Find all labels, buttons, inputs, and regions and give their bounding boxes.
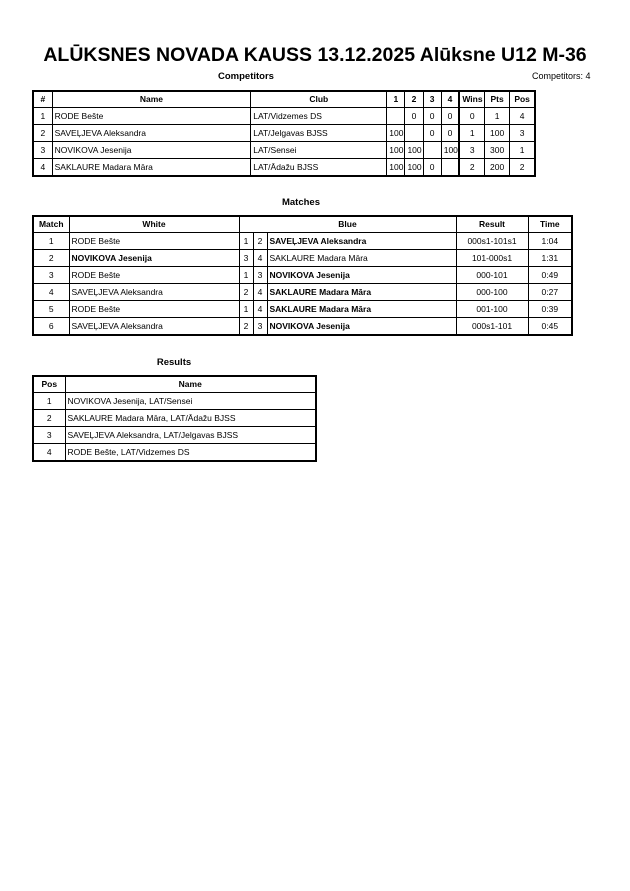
- competitor-number: 1: [33, 108, 52, 125]
- blue-competitor: SAVEĻJEVA Aleksandra: [267, 233, 456, 250]
- column-header: 3: [423, 91, 441, 108]
- position-cell: 2: [510, 159, 535, 177]
- table-row: [33, 427, 316, 444]
- table-row: [33, 142, 535, 159]
- blue-id: 4: [253, 301, 267, 318]
- score-cell: 100: [387, 142, 405, 159]
- competitor-number: 2: [33, 125, 52, 142]
- position-cell: 3: [510, 125, 535, 142]
- column-header: 1: [387, 91, 405, 108]
- matches-header-row: [33, 216, 572, 233]
- results-header-row: [33, 376, 316, 393]
- match-number: 3: [33, 267, 69, 284]
- column-header: Match: [33, 216, 69, 233]
- score-cell: 100: [441, 142, 459, 159]
- score-cell: 0: [405, 108, 423, 125]
- match-result: 101-000s1: [456, 250, 528, 267]
- white-id: 2: [239, 318, 253, 336]
- table-row: [33, 393, 316, 410]
- result-position: 1: [33, 393, 65, 410]
- competitor-club: LAT/Ādažu BJSS: [251, 159, 387, 177]
- white-competitor: NOVIKOVA Jesenija: [69, 250, 239, 267]
- column-header: Pos: [33, 376, 65, 393]
- score-cell: 0: [423, 108, 441, 125]
- competitors-header-row: [33, 91, 535, 108]
- table-row: [33, 233, 572, 250]
- competitor-name: SAVEĻJEVA Aleksandra: [52, 125, 251, 142]
- white-competitor: SAVEĻJEVA Aleksandra: [69, 284, 239, 301]
- points-cell: 1: [485, 108, 510, 125]
- score-cell: 0: [423, 159, 441, 177]
- result-name: SAVEĻJEVA Aleksandra, LAT/Jelgavas BJSS: [65, 427, 316, 444]
- points-cell: 100: [485, 125, 510, 142]
- column-header: Club: [251, 91, 387, 108]
- blue-competitor: NOVIKOVA Jesenija: [267, 318, 456, 336]
- matches-table: [32, 215, 573, 336]
- white-id: 2: [239, 284, 253, 301]
- column-header: Pos: [510, 91, 535, 108]
- competitor-name: RODE Bešte: [52, 108, 251, 125]
- wins-cell: 3: [459, 142, 484, 159]
- column-header: Name: [65, 376, 316, 393]
- match-time: 0:45: [528, 318, 572, 336]
- blue-id: 3: [253, 267, 267, 284]
- page-title: ALŪKSNES NOVADA KAUSS 13.12.2025 Alūksne U12 M-36: [43, 44, 587, 66]
- blue-competitor: SAKLAURE Madara Māra: [267, 284, 456, 301]
- match-time: 0:49: [528, 267, 572, 284]
- match-number: 1: [33, 233, 69, 250]
- table-row: [33, 410, 316, 427]
- wins-cell: 1: [459, 125, 484, 142]
- white-id: 1: [239, 301, 253, 318]
- white-competitor: RODE Bešte: [69, 233, 239, 250]
- points-cell: 200: [485, 159, 510, 177]
- matches-section-title: Matches: [281, 197, 320, 208]
- blue-competitor: SAKLAURE Madara Māra: [267, 250, 456, 267]
- table-row: [33, 125, 535, 142]
- column-header: 4: [441, 91, 459, 108]
- blue-id: 2: [253, 233, 267, 250]
- competitor-number: 4: [33, 159, 52, 177]
- column-header: Result: [456, 216, 528, 233]
- result-name: RODE Bešte, LAT/Vidzemes DS: [65, 444, 316, 462]
- score-cell: [387, 108, 405, 125]
- white-competitor: RODE Bešte: [69, 301, 239, 318]
- match-time: 0:27: [528, 284, 572, 301]
- position-cell: 4: [510, 108, 535, 125]
- white-competitor: SAVEĻJEVA Aleksandra: [69, 318, 239, 336]
- column-header: 2: [405, 91, 423, 108]
- table-row: [33, 318, 572, 336]
- competitor-club: LAT/Jelgavas BJSS: [251, 125, 387, 142]
- table-row: [33, 301, 572, 318]
- competitor-name: NOVIKOVA Jesenija: [52, 142, 251, 159]
- white-id: 3: [239, 250, 253, 267]
- match-number: 2: [33, 250, 69, 267]
- table-row: [33, 267, 572, 284]
- table-row: [33, 284, 572, 301]
- match-time: 1:31: [528, 250, 572, 267]
- score-cell: 100: [387, 159, 405, 177]
- column-header: Pts: [485, 91, 510, 108]
- competitor-name: SAKLAURE Madara Māra: [52, 159, 251, 177]
- score-cell: 100: [405, 159, 423, 177]
- competitor-club: LAT/Vidzemes DS: [251, 108, 387, 125]
- column-header: White: [69, 216, 239, 233]
- column-header: #: [33, 91, 52, 108]
- table-row: [33, 159, 535, 177]
- blue-competitor: SAKLAURE Madara Māra: [267, 301, 456, 318]
- points-cell: 300: [485, 142, 510, 159]
- results-section-title: Results: [156, 357, 192, 368]
- wins-cell: 0: [459, 108, 484, 125]
- white-id: 1: [239, 233, 253, 250]
- score-cell: 0: [423, 125, 441, 142]
- score-cell: 100: [387, 125, 405, 142]
- score-cell: 100: [405, 142, 423, 159]
- results-table: [32, 375, 317, 462]
- match-number: 5: [33, 301, 69, 318]
- blue-id: 4: [253, 250, 267, 267]
- blue-competitor: NOVIKOVA Jesenija: [267, 267, 456, 284]
- match-number: 6: [33, 318, 69, 336]
- score-cell: 0: [441, 125, 459, 142]
- result-position: 3: [33, 427, 65, 444]
- blue-id: 4: [253, 284, 267, 301]
- table-row: [33, 444, 316, 462]
- competitor-club: LAT/Sensei: [251, 142, 387, 159]
- blue-id: 3: [253, 318, 267, 336]
- score-cell: 0: [441, 108, 459, 125]
- result-position: 2: [33, 410, 65, 427]
- match-number: 4: [33, 284, 69, 301]
- white-competitor: RODE Bešte: [69, 267, 239, 284]
- score-cell: [423, 142, 441, 159]
- result-name: NOVIKOVA Jesenija, LAT/Sensei: [65, 393, 316, 410]
- match-result: 000s1-101: [456, 318, 528, 336]
- column-header: Time: [528, 216, 572, 233]
- column-header: Blue: [239, 216, 456, 233]
- table-row: [33, 108, 535, 125]
- score-cell: [441, 159, 459, 177]
- column-header: Wins: [459, 91, 484, 108]
- table-row: [33, 250, 572, 267]
- competitors-table: [32, 90, 536, 177]
- match-time: 1:04: [528, 233, 572, 250]
- match-time: 0:39: [528, 301, 572, 318]
- match-result: 000-101: [456, 267, 528, 284]
- competitor-number: 3: [33, 142, 52, 159]
- match-result: 000-100: [456, 284, 528, 301]
- column-header: Name: [52, 91, 251, 108]
- position-cell: 1: [510, 142, 535, 159]
- competitors-section-title: Competitors: [218, 71, 274, 82]
- result-position: 4: [33, 444, 65, 462]
- match-result: 000s1-101s1: [456, 233, 528, 250]
- match-result: 001-100: [456, 301, 528, 318]
- result-name: SAKLAURE Madara Māra, LAT/Ādažu BJSS: [65, 410, 316, 427]
- wins-cell: 2: [459, 159, 484, 177]
- white-id: 1: [239, 267, 253, 284]
- competitors-count: Competitors: 4: [532, 71, 591, 81]
- score-cell: [405, 125, 423, 142]
